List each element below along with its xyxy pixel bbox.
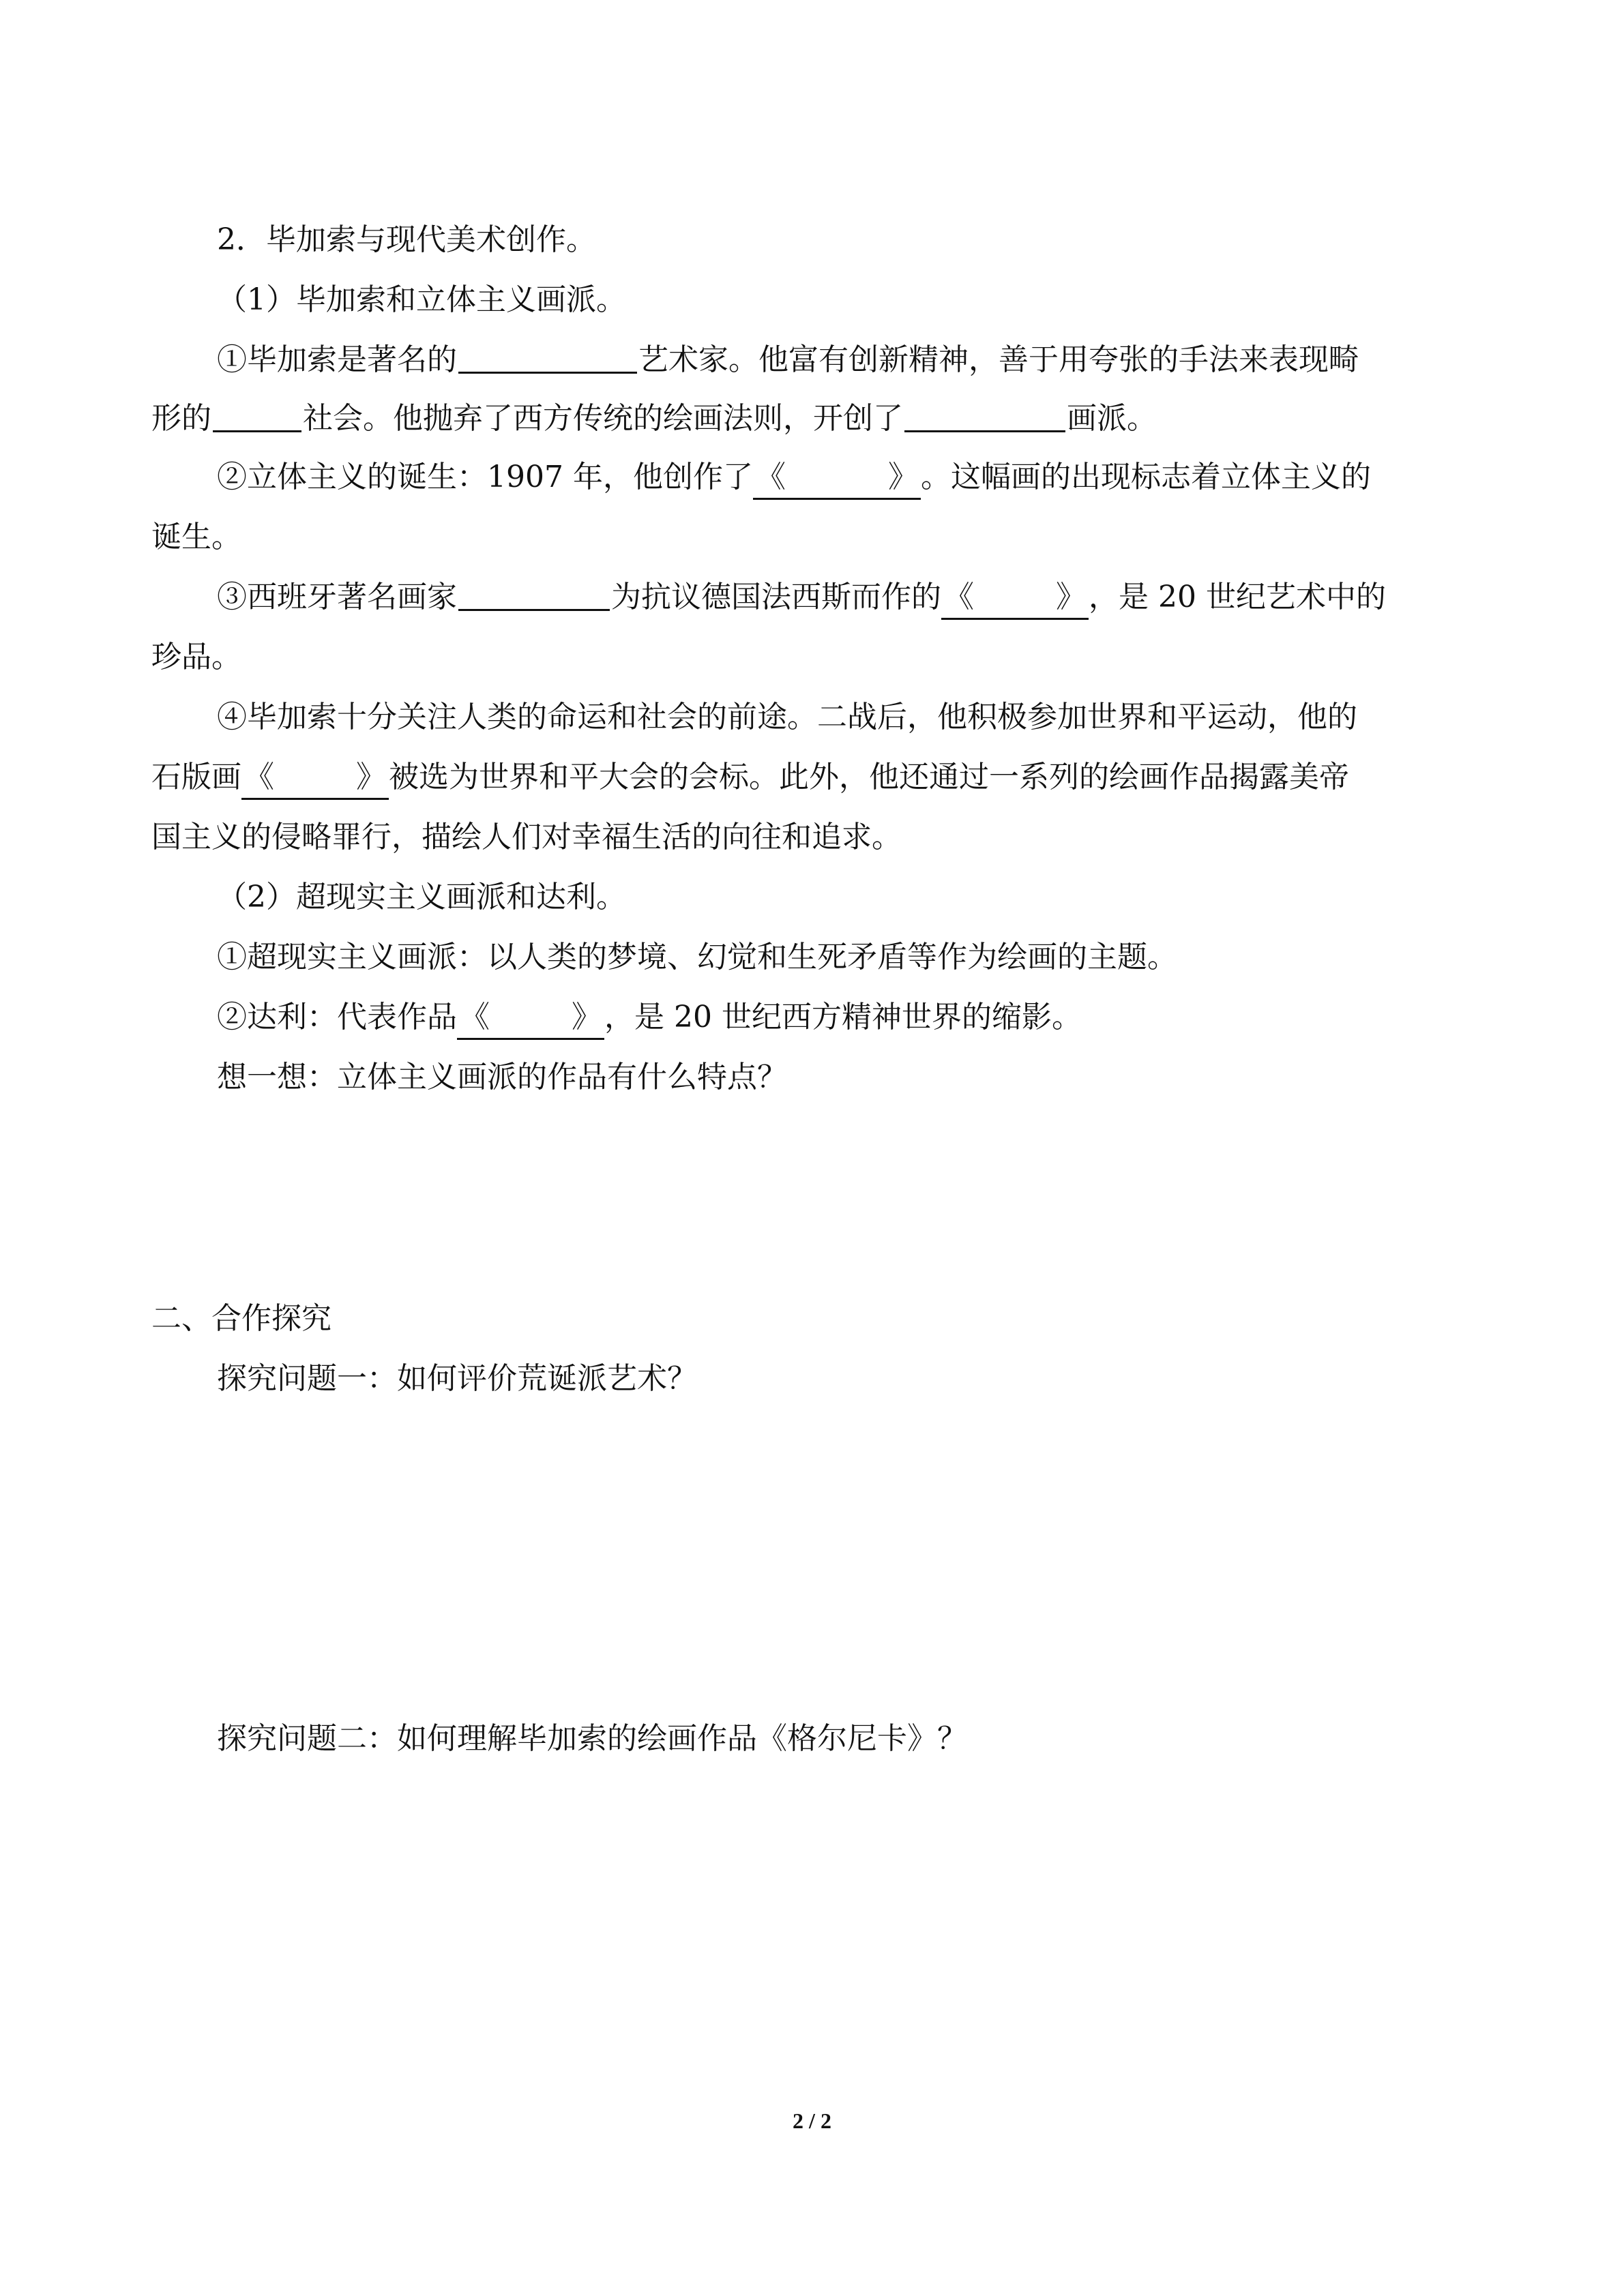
- question-4-line-1: ④毕加索十分关注人类的命运和社会的前途。二战后，他积极参加世界和平运动，他的: [217, 700, 1357, 734]
- text: 艺术家。他富有创新精神，善于用夸张的手法来表现畸: [638, 342, 1359, 377]
- question-6: [217, 997, 1082, 1040]
- close-bracket: 》: [1056, 580, 1086, 614]
- text: 社会。他抛弃了西方传统的绘画法则，开创了: [303, 401, 903, 436]
- think-prompt: 想一想：立体主义画派的作品有什么特点？: [217, 1060, 787, 1094]
- title-blank[interactable]: [941, 577, 1089, 620]
- text: ③西班牙著名画家: [217, 580, 457, 614]
- text: ，是 20 世纪西方精神世界的缩影。: [604, 1000, 1082, 1034]
- question-5: ①超现实主义画派：以人类的梦境、幻觉和生死矛盾等作为绘画的主题。: [217, 940, 1177, 974]
- close-bracket: 》: [887, 460, 918, 494]
- text: 画派。: [1067, 401, 1157, 436]
- gap: [974, 606, 1056, 607]
- question-2-line-1: [217, 457, 1371, 500]
- text: ②立体主义的诞生：1907 年，他创作了: [217, 460, 753, 494]
- gap: [274, 786, 356, 787]
- close-bracket: 》: [356, 760, 386, 794]
- fill-blank[interactable]: [458, 342, 637, 374]
- title-blank[interactable]: [753, 457, 921, 500]
- inquiry-question-1: 探究问题一：如何评价荒诞派艺术？: [217, 1361, 697, 1396]
- text: ，是 20 世纪艺术中的: [1089, 580, 1386, 614]
- question-2-line-2: 诞生。: [151, 520, 241, 554]
- gap: [786, 486, 888, 487]
- open-bracket: 《: [944, 580, 974, 614]
- question-4-line-3: 国主义的侵略罪行，描绘人们对幸福生活的向往和追求。: [151, 820, 902, 854]
- text: 石版画: [151, 760, 241, 794]
- text: 。这幅画的出现标志着立体主义的: [920, 460, 1371, 494]
- subheading-2-surrealism: （2）超现实主义画派和达利。: [217, 880, 626, 914]
- fill-blank[interactable]: [904, 400, 1065, 432]
- open-bracket: 《: [460, 1000, 490, 1034]
- question-1-line-2: [151, 398, 1157, 439]
- page-number: 2 / 2: [793, 2108, 831, 2133]
- text: 被选为世界和平大会的会标。此外，他还通过一系列的绘画作品揭露美帝: [389, 760, 1349, 794]
- inquiry-question-2: 探究问题二：如何理解毕加索的绘画作品《格尔尼卡》？: [217, 1721, 967, 1756]
- open-bracket: 《: [755, 460, 786, 494]
- text: 形的: [151, 401, 211, 436]
- title-blank[interactable]: [241, 757, 389, 800]
- section-heading-cooperative-inquiry: 二、合作探究: [151, 1301, 331, 1336]
- subheading-2: 2．毕加索与现代美术创作。: [217, 222, 596, 257]
- text: ①毕加索是著名的: [217, 342, 457, 377]
- open-bracket: 《: [244, 760, 274, 794]
- question-1-line-1: [217, 340, 1359, 381]
- subheading-1: （1）毕加索和立体主义画派。: [217, 282, 626, 317]
- text: 为抗议德国法西斯而作的: [611, 580, 941, 614]
- title-blank[interactable]: [457, 997, 604, 1040]
- fill-blank[interactable]: [213, 400, 301, 432]
- fill-blank[interactable]: [458, 579, 610, 611]
- close-bracket: 》: [572, 1000, 602, 1034]
- question-4-line-2: [151, 757, 1349, 800]
- gap: [490, 1026, 572, 1027]
- question-3-line-2: 珍品。: [151, 640, 241, 674]
- text: ②达利：代表作品: [217, 1000, 457, 1034]
- question-3-line-1: [217, 577, 1386, 620]
